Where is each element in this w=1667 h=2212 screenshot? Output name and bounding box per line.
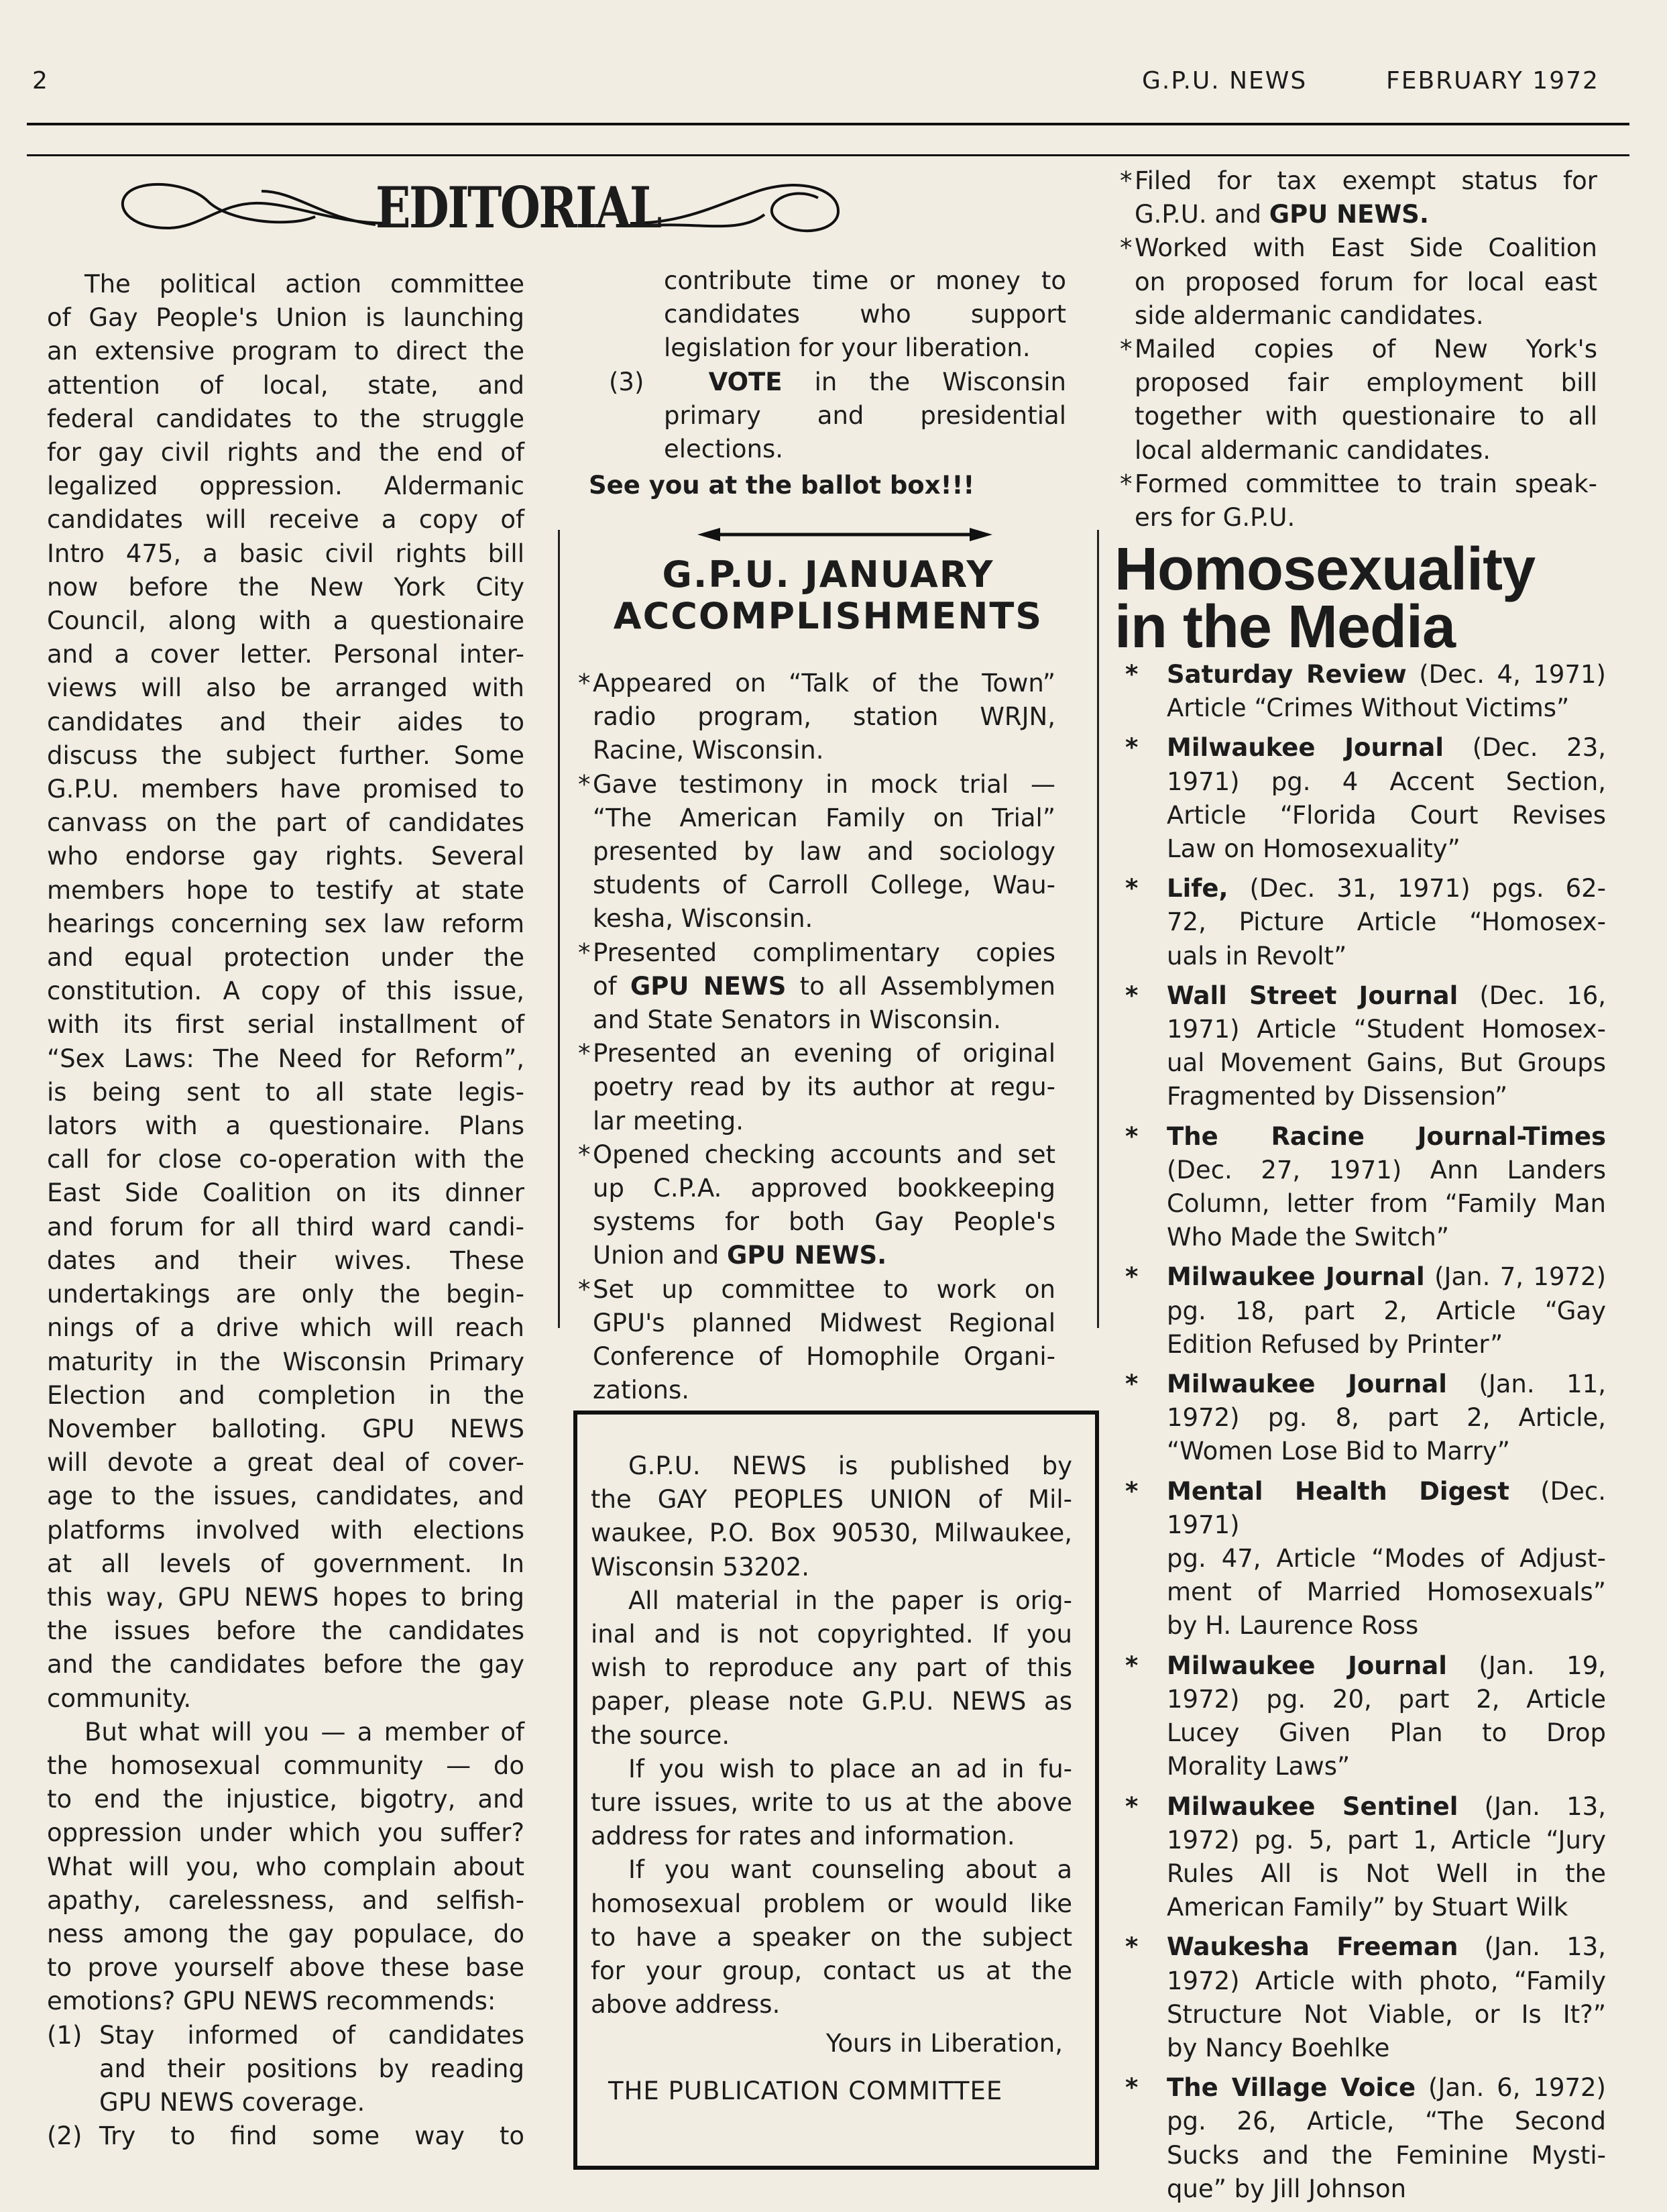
text-line: Article “Florida Court Revises (1167, 800, 1606, 830)
text-line: oppression under which you suffer? (47, 1818, 524, 1848)
issue-date: FEBRUARY 1972 (1386, 67, 1599, 95)
media-item (1120, 1649, 1606, 1784)
text-line: ment of Married Homosexuals” (1167, 1578, 1606, 1607)
notice-text (591, 1449, 1072, 2108)
text-line: kesha, Wisconsin. (593, 904, 813, 934)
text-line: But what will you — a member of (84, 1717, 524, 1747)
text-line: Milwaukee Journal (Jan. 19, (1167, 1651, 1606, 1680)
text-line: Sucks and the Feminine Mysti- (1167, 2140, 1606, 2170)
text-line: Conference of Homophile Organi- (593, 1342, 1055, 1372)
media-item (1120, 872, 1606, 973)
text-line: platforms involved with elections (47, 1515, 524, 1545)
accomplishments-title: G.P.U. JANUARY ACCOMPLISHMENTS (613, 553, 1043, 637)
media-source: Saturday Review (1167, 660, 1407, 689)
text-line: Milwaukee Journal (Jan. 7, 1972) (1167, 1262, 1607, 1292)
text-line: Edition Refused by Printer” (1167, 1329, 1503, 1359)
text-line: and State Senators in Wisconsin. (593, 1005, 1001, 1035)
page-number: 2 (32, 67, 49, 95)
text-line: members hope to testify at state (47, 875, 524, 905)
text-line: Milwaukee Sentinel (Jan. 13, (1167, 1791, 1606, 1821)
bullet-icon: * (1125, 1651, 1139, 1680)
accomplishment-item (1120, 164, 1597, 231)
text-line: Column, letter from “Family Man (1167, 1189, 1606, 1219)
media-source: Waukesha Freeman (1167, 1932, 1458, 1962)
media-title: Homosexuality in the Media (1114, 536, 1536, 661)
text-line: and equal protection under the (47, 943, 524, 973)
text-line: * Worked with East Side Coalition (1135, 233, 1597, 263)
text-line: Morality Laws” (1167, 1752, 1350, 1781)
text-line: ness among the gay populace, do (47, 1919, 524, 1948)
text-line: ual Movement Gains, But Groups (1167, 1048, 1606, 1078)
media-source: Life, (1167, 874, 1228, 903)
text-line: to end the injustice, bigotry, and (47, 1785, 524, 1814)
text-line: Structure Not Viable, or Is It?” (1167, 1999, 1606, 2029)
bullet-icon: * (1125, 2073, 1139, 2103)
text-line: this way, GPU NEWS hopes to bring (47, 1582, 524, 1612)
text-line: Saturday Review (Dec. 4, 1971) (1167, 660, 1606, 689)
text-line: The political action committee (84, 270, 524, 298)
editorial-column-2 (589, 264, 1066, 502)
text-line: attention of local, state, and (47, 370, 524, 400)
media-source: Milwaukee Journal (1167, 1651, 1447, 1680)
recommendation-3: (3) VOTE in the Wisconsin primary and presidential elections. (609, 367, 1066, 464)
text-line: * Set up committee to work on (593, 1274, 1055, 1304)
bullet-icon: * (1125, 981, 1139, 1010)
text-line: candidates who support (664, 300, 1066, 329)
text-line: waukee, P.O. Box 90530, Milwaukee, (591, 1518, 1072, 1548)
text-line: The Village Voice (Jan. 6, 1972) (1167, 2073, 1606, 2103)
text-line: American Family” by Stuart Wilk (1167, 1893, 1568, 1922)
accomplishment-item (1120, 231, 1597, 333)
column-divider-left (558, 530, 560, 1328)
text-line: Union and GPU NEWS. (593, 1241, 887, 1270)
text-line: Article “Crimes Without Victims” (1167, 694, 1570, 723)
text-line: Intro 475, a basic civil rights bill (47, 539, 524, 568)
text-line: who endorse gay rights. Several (47, 842, 524, 871)
text-line: and the candidates before the gay (47, 1650, 524, 1679)
text-line: Racine, Wisconsin. (593, 736, 824, 765)
media-source: Milwaukee Sentinel (1167, 1791, 1458, 1821)
text-line: and a cover letter. Personal inter- (47, 640, 524, 669)
text-line: maturity in the Wisconsin Primary (47, 1347, 524, 1376)
text-line: the GAY PEOPLES UNION of Mil- (591, 1485, 1072, 1514)
text-line: now before the New York City (47, 572, 524, 602)
text-line: (Dec. 27, 1971) Ann Landers (1167, 1155, 1606, 1184)
text-line: * Mailed copies of New York's (1135, 335, 1597, 364)
text-line: Lucey Given Plan to Drop (1167, 1718, 1606, 1748)
accomplishments-continued (1120, 164, 1597, 535)
bullet-icon: * (1125, 1370, 1139, 1399)
text-line: for your group, contact us at the (591, 1956, 1072, 1986)
text-line: Rules All is Not Well in the (1167, 1859, 1606, 1888)
bullet-icon: * (1125, 874, 1139, 903)
text-line: “The American Family on Trial” (593, 803, 1055, 832)
text-line: Wall Street Journal (Dec. 16, (1167, 981, 1606, 1010)
text-line: inal and is not copyrighted. If you (591, 1620, 1072, 1649)
text-line: views will also be arranged with (47, 673, 524, 703)
text-line: presented by law and sociology (593, 837, 1055, 867)
text-line: Milwaukee Journal (Jan. 11, (1167, 1370, 1606, 1399)
media-item (1120, 1790, 1606, 1925)
text-line: uals in Revolt” (1167, 941, 1347, 971)
text-line: age to the issues, candidates, and (47, 1482, 524, 1511)
media-source: Milwaukee Journal (1167, 1262, 1425, 1292)
bullet-icon: * (1125, 1791, 1139, 1821)
text-line: lators with a questionaire. Plans (47, 1111, 524, 1141)
editorial-continuation (589, 264, 1066, 366)
accomplishment-item (578, 1273, 1055, 1408)
text-line: 1971) pg. 4 Accent Section, (1167, 767, 1606, 796)
text-line: for gay civil rights and the end of (47, 438, 524, 467)
media-item (1120, 1930, 1606, 2065)
text-line: wish to reproduce any part of this (591, 1653, 1072, 1683)
bullet-icon: * (1125, 733, 1139, 763)
recommendation-2: (2) Try to find some way to (47, 2121, 524, 2151)
text-line: paper, please note G.P.U. NEWS as (591, 1687, 1072, 1716)
text-line: poetry read by its author at regu- (593, 1072, 1055, 1102)
text-line: nings of a drive which will reach (47, 1313, 524, 1343)
text-line: undertakings are only the begin- (47, 1280, 524, 1309)
text-line: call for close co-operation with the (47, 1145, 524, 1174)
text-line: 1972) Article with photo, “Family (1167, 1966, 1606, 1995)
left-flourish (123, 184, 389, 228)
text-line: 1972) pg. 20, part 2, Article (1167, 1684, 1606, 1714)
text-line: the issues before the candidates (47, 1616, 524, 1646)
bullet-icon: * (1125, 1262, 1139, 1292)
publication-name: G.P.U. NEWS (1142, 67, 1308, 95)
text-line: dates and their wives. These (47, 1246, 524, 1275)
text-line: legislation for your liberation. (664, 333, 1031, 363)
text-line: GPU's planned Midwest Regional (593, 1308, 1055, 1337)
text-line: If you want counseling about a (628, 1855, 1072, 1885)
text-line: the source. (591, 1720, 730, 1750)
media-source: The Racine Journal-Times (1167, 1121, 1606, 1151)
accomplishments-list (578, 667, 1055, 1407)
text-line: at all levels of government. In (47, 1549, 524, 1578)
media-item (1120, 731, 1606, 866)
text-line: radio program, station WRJN, (593, 702, 1055, 732)
text-line: East Side Coalition on its dinner (47, 1178, 524, 1208)
text-line: candidates will receive a copy of (47, 505, 524, 535)
text-line: G.P.U. NEWS is published by (628, 1451, 1072, 1480)
accomplishment-item (578, 936, 1055, 1038)
text-line: Council, along with a questionaire (47, 606, 524, 636)
text-line: contribute time or money to (664, 266, 1066, 295)
text-line: address for rates and information. (591, 1822, 1015, 1851)
publication-notice-box (573, 1411, 1099, 2170)
text-line: above address. (591, 1990, 781, 2020)
text-line: systems for both Gay People's (593, 1207, 1055, 1237)
text-line: on proposed forum for local east (1135, 267, 1597, 296)
editorial-closing: See you at the ballot box!!! (589, 471, 975, 500)
media-item (1120, 2071, 1606, 2206)
text-line: ture issues, write to us at the above (591, 1788, 1072, 1818)
text-line: lar meeting. (593, 1106, 744, 1136)
text-line: hearings concerning sex law reform (47, 909, 524, 938)
recommendation-1: (1) Stay informed of candidates and their positions by reading GPU NEWS coverage. (47, 2020, 524, 2117)
notice-signature: THE PUBLICATION COMMITTEE (608, 2076, 1003, 2105)
text-line: will devote a great deal of cover- (47, 1448, 524, 1478)
text-line: Wisconsin 53202. (591, 1552, 809, 1582)
text-line: 1972) pg. 5, part 1, Article “Jury (1167, 1825, 1606, 1855)
text-line: * Opened checking accounts and set (593, 1140, 1055, 1169)
text-line: Mental Health Digest (Dec. 1971) (1167, 1476, 1606, 1539)
bullet-icon: * (1125, 660, 1139, 689)
text-line: to prove yourself above these base (47, 1953, 524, 1983)
media-source: Milwaukee Journal (1167, 733, 1444, 763)
text-line: an extensive program to direct the (47, 337, 524, 366)
text-line: Waukesha Freeman (Jan. 13, (1167, 1932, 1606, 1962)
text-line: November balloting. GPU NEWS (47, 1414, 524, 1443)
text-line: constitution. A copy of this issue, (47, 977, 524, 1006)
text-line: federal candidates to the struggle (47, 404, 524, 433)
media-item (1120, 1260, 1606, 1362)
text-line: Life, (Dec. 31, 1971) pgs. 62- (1167, 874, 1606, 903)
media-item (1120, 1368, 1606, 1469)
text-line: G.P.U. members have promised to (47, 775, 524, 804)
media-list (1120, 658, 1606, 2212)
editorial-title: EDITORIAL (376, 174, 660, 241)
editorial-column-1 (47, 268, 524, 2153)
text-line: pg. 47, Article “Modes of Adjust- (1167, 1544, 1606, 1573)
text-line: apathy, carelessness, and selfish- (47, 1885, 524, 1915)
text-line: Fragmented by Dissension” (1167, 1082, 1508, 1111)
text-line: 72, Picture Article “Homosex- (1167, 907, 1606, 937)
text-line: legalized oppression. Aldermanic (47, 472, 524, 501)
text-line: All material in the paper is orig- (628, 1586, 1072, 1615)
accomplishment-item (1120, 467, 1597, 535)
bullet-icon: * (1125, 1121, 1139, 1151)
header-rule-bottom (27, 154, 1629, 156)
media-item (1120, 1475, 1606, 1643)
text-line: of Gay People's Union is launching (47, 303, 524, 333)
media-item (1120, 979, 1606, 1114)
accomplishment-item (1120, 333, 1597, 467)
text-line: community. (47, 1683, 192, 1713)
text-line: candidates and their aides to (47, 707, 524, 736)
accomplishment-item (578, 768, 1055, 936)
text-line: * Appeared on “Talk of the Town” (593, 669, 1055, 698)
text-line: and forum for all third ward candi- (47, 1212, 524, 1241)
text-line: homosexual problem or would like (591, 1889, 1072, 1918)
text-line: the homosexual community — do (47, 1751, 524, 1780)
column-divider-right (1097, 530, 1099, 1328)
media-item (1120, 658, 1606, 725)
text-line: is being sent to all state legis- (47, 1077, 524, 1107)
text-line: canvass on the part of candidates (47, 808, 524, 838)
notice-sign-off: Yours in Liberation, (825, 2029, 1063, 2058)
text-line: * Gave testimony in mock trial — (593, 769, 1055, 799)
text-line: of GPU NEWS to all Assemblymen (593, 971, 1055, 1001)
text-line: by H. Laurence Ross (1167, 1611, 1419, 1641)
text-line: If you wish to place an ad in fu- (628, 1754, 1072, 1783)
text-line: ers for G.P.U. (1135, 503, 1296, 533)
text-line: pg. 18, part 2, Article “Gay (1167, 1296, 1606, 1325)
text-line: * Filed for tax exempt status for (1135, 166, 1597, 195)
text-line: students of Carroll College, Wau- (593, 871, 1055, 900)
text-line: Who Made the Switch” (1167, 1223, 1450, 1252)
text-line: with its first serial installment of (47, 1010, 524, 1040)
accomplishment-item (578, 667, 1055, 768)
text-line: 1971) Article “Student Homosex- (1167, 1015, 1606, 1044)
text-line: * Formed committee to train speak- (1135, 469, 1597, 498)
text-line: local aldermanic candidates. (1135, 435, 1491, 465)
text-line: side aldermanic candidates. (1135, 300, 1484, 330)
text-line: * Presented complimentary copies (593, 938, 1055, 967)
bullet-icon: * (1125, 1476, 1139, 1506)
text-line: zations. (593, 1376, 690, 1405)
media-item (1120, 1120, 1606, 1255)
left-flourish-inner (262, 191, 376, 225)
text-line: Election and completion in the (47, 1380, 524, 1410)
text-line: que” by Jill Johnson (1167, 2174, 1407, 2203)
text-line (1167, 1120, 1606, 1154)
media-source: Wall Street Journal (1167, 981, 1458, 1010)
editorial-paragraph-2 (47, 1716, 524, 2019)
text-line: proposed fair employment bill (1135, 368, 1597, 398)
text-line: to have a speaker on the subject (591, 1922, 1072, 1952)
double-arrow-icon (697, 524, 992, 545)
text-line: pg. 26, Article, “The Second (1167, 2107, 1606, 2136)
header-rule-top (27, 123, 1629, 125)
text-line: * Presented an evening of original (593, 1039, 1055, 1068)
text-line: “Sex Laws: The Need for Reform”, (47, 1044, 524, 1073)
text-line: Law on Homosexuality” (1167, 834, 1460, 864)
media-source: The Village Voice (1167, 2073, 1416, 2103)
text-line: G.P.U. and GPU NEWS. (1135, 200, 1429, 229)
media-source: Mental Health Digest (1167, 1476, 1509, 1506)
text-line: by Nancy Boehlke (1167, 2033, 1390, 2062)
text-line: together with questionaire to all (1135, 402, 1597, 431)
text-line: up C.P.A. approved bookkeeping (593, 1174, 1055, 1203)
media-source: Milwaukee Journal (1167, 1370, 1447, 1399)
text-line: What will you, who complain about (47, 1852, 524, 1881)
accomplishment-item (578, 1037, 1055, 1138)
text-line: discuss the subject further. Some (47, 740, 524, 770)
text-line: 1972) pg. 8, part 2, Article, (1167, 1403, 1606, 1433)
text-line: emotions? GPU NEWS recommends: (47, 1987, 496, 2016)
text-line: Milwaukee Journal (Dec. 23, (1167, 733, 1606, 763)
accomplishment-item (578, 1138, 1055, 1273)
text-line: “Women Lose Bid to Marry” (1167, 1437, 1510, 1466)
editorial-paragraph-1 (47, 268, 524, 1716)
bullet-icon: * (1125, 1932, 1139, 1962)
